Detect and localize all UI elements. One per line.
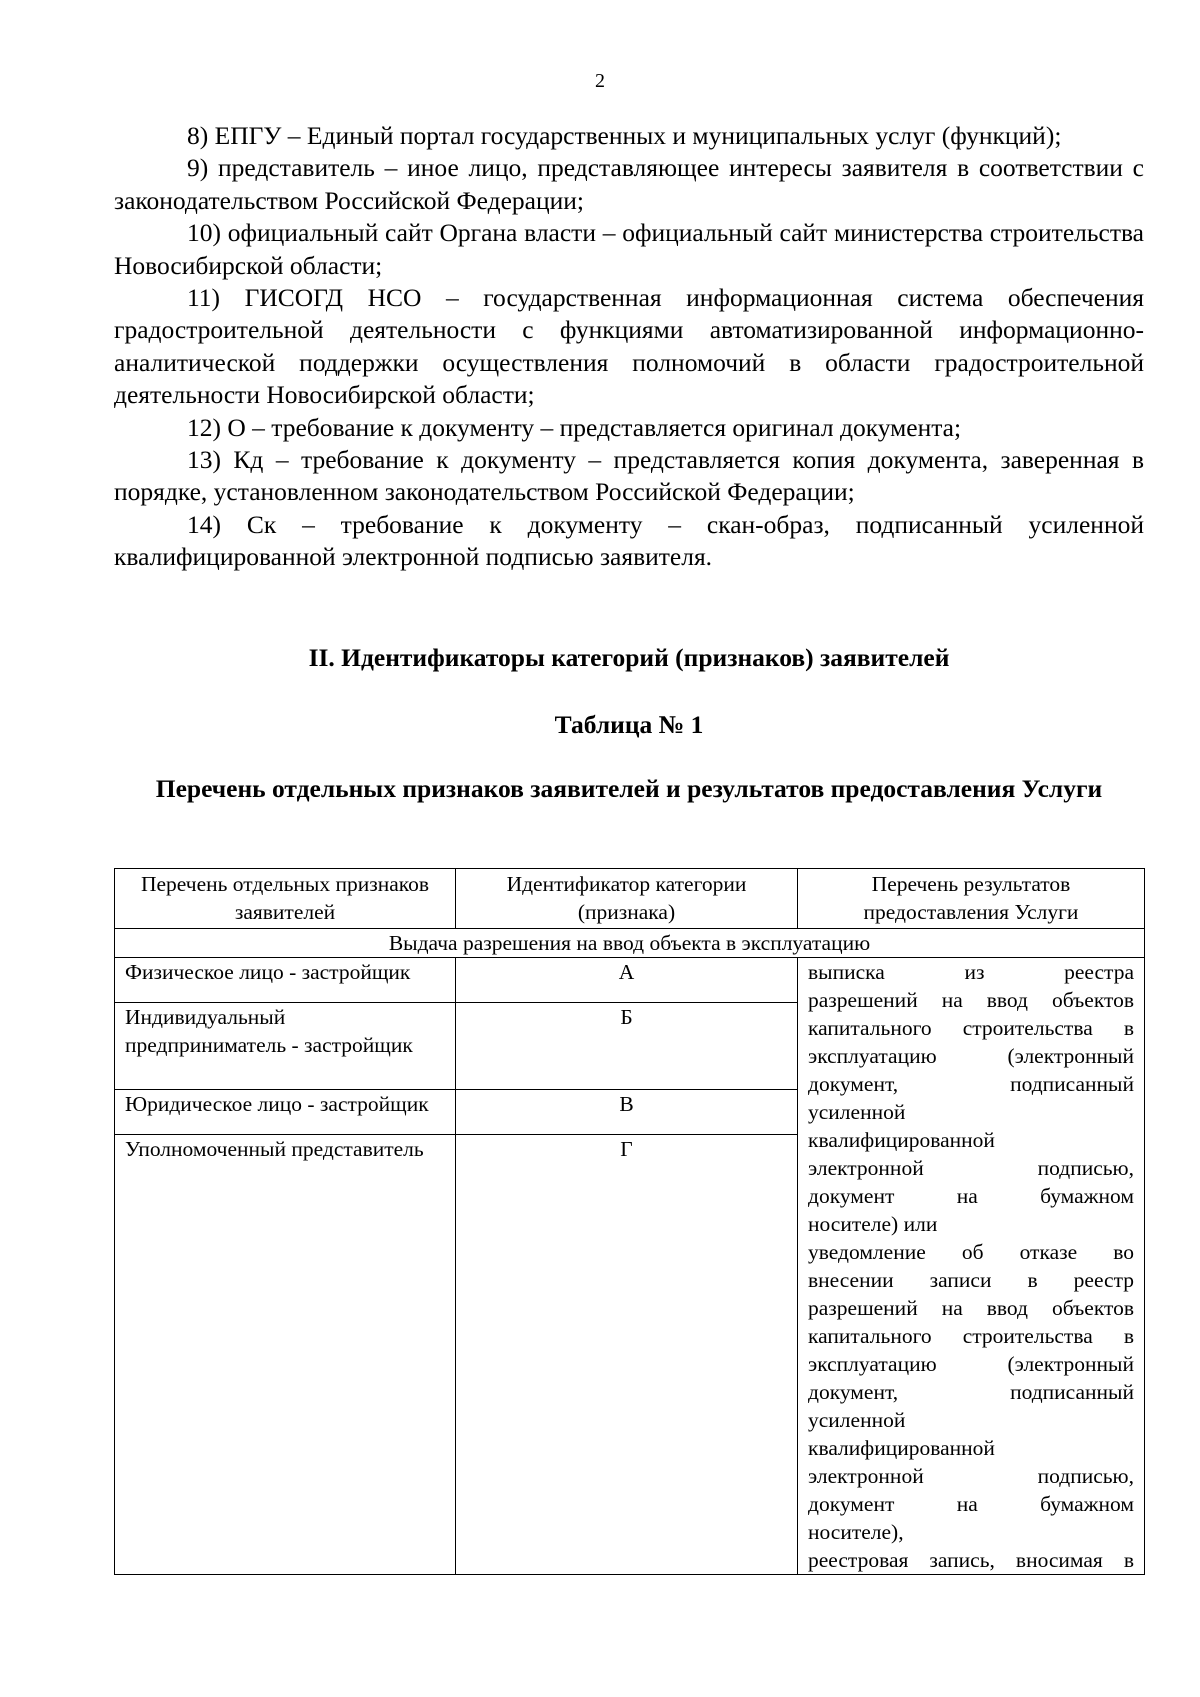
table-header-row xyxy=(115,869,1145,929)
result-line: электронной подписью, xyxy=(808,1464,1134,1488)
section-row-label: Выдача разрешения на ввод объекта в эксплуатацию xyxy=(115,929,1145,958)
result-line: квалифицированной xyxy=(808,1436,995,1460)
feature-cell: Физическое лицо - застройщик xyxy=(115,958,456,1003)
result-line: эксплуатацию (электронный xyxy=(808,1352,1134,1376)
result-line: реестровая запись, вносимая в xyxy=(808,1548,1134,1572)
table-number: Таблица № 1 xyxy=(554,710,704,739)
result-line: разрешений на ввод объектов xyxy=(808,988,1134,1012)
result-line: внесении записи в реестр xyxy=(808,1268,1134,1292)
result-line: носителе), xyxy=(808,1520,904,1544)
header-features: Перечень отдельных признаков заявителей xyxy=(115,869,456,929)
identifier-cell: Г xyxy=(456,1135,798,1575)
identifier-cell: Б xyxy=(456,1002,798,1090)
table-title: Перечень отдельных признаков заявителей и результатов предоставления Услуги xyxy=(155,774,1103,803)
result-line: усиленной xyxy=(808,1100,906,1124)
section-heading: II. Идентификаторы категорий (признаков) заявителей xyxy=(308,643,950,672)
result-line: усиленной xyxy=(808,1408,906,1432)
feature-cell: Индивидуальный предприниматель - застройщик xyxy=(115,1002,456,1090)
result-line: документ на бумажном xyxy=(808,1492,1134,1516)
definition-item: 10) официальный сайт Органа власти – официальный сайт министерства строительства Новосибирской области; xyxy=(114,218,1144,280)
result-line: эксплуатацию (электронный xyxy=(808,1044,1134,1068)
table-row xyxy=(115,958,1145,1003)
result-line: документ, подписанный xyxy=(808,1072,1134,1096)
definition-item: 13) Кд – требование к документу – представляется копия документа, заверенная в порядке, установленном законодательством Российской Федерации; xyxy=(114,445,1144,507)
page-number: 2 xyxy=(595,70,605,92)
result-line: документ на бумажном xyxy=(808,1184,1134,1208)
identifier-cell: А xyxy=(456,958,798,1003)
result-line: документ, подписанный xyxy=(808,1380,1134,1404)
result-line: капитального строительства в xyxy=(808,1016,1134,1040)
header-results: Перечень результатов предоставления Услуги xyxy=(798,869,1145,929)
feature-cell: Уполномоченный представитель xyxy=(115,1135,456,1575)
feature-cell: Юридическое лицо - застройщик xyxy=(115,1090,456,1135)
result-line: уведомление об отказе во xyxy=(808,1240,1134,1264)
definition-item: 14) Ск – требование к документу – скан-образ, подписанный усиленной квалифицированной электронной подписью заявителя. xyxy=(114,509,1144,572)
applicants-table xyxy=(114,868,1145,1575)
result-line: электронной подписью, xyxy=(808,1156,1134,1180)
result-line: выписка из реестра xyxy=(808,960,1134,984)
results-cell xyxy=(798,958,1145,1575)
result-line: квалифицированной xyxy=(808,1128,995,1152)
header-identifier: Идентификатор категории (признака) xyxy=(456,869,798,929)
definition-item: 12) О – требование к документу – представляется оригинал документа; xyxy=(187,412,962,442)
identifier-cell: В xyxy=(456,1090,798,1135)
definition-item: 9) представитель – иное лицо, представляющее интересы заявителя в соответствии с законодательством Российской Федерации; xyxy=(114,153,1144,215)
table-section-row xyxy=(115,929,1145,958)
definition-item: 8) ЕПГУ – Единый портал государственных и муниципальных услуг (функций); xyxy=(187,121,1062,150)
result-line: капитального строительства в xyxy=(808,1324,1134,1348)
result-line: разрешений на ввод объектов xyxy=(808,1296,1134,1320)
definition-item: 11) ГИСОГД НСО – государственная информационная система обеспечения градостроительной деятельности с функциями автоматизированной информационно-аналитической поддержки осуществления полномочий в области градостроительной деятельности Новосибирской области; xyxy=(114,283,1144,410)
result-line: носителе) или xyxy=(808,1212,938,1236)
definitions-list xyxy=(114,120,1144,574)
